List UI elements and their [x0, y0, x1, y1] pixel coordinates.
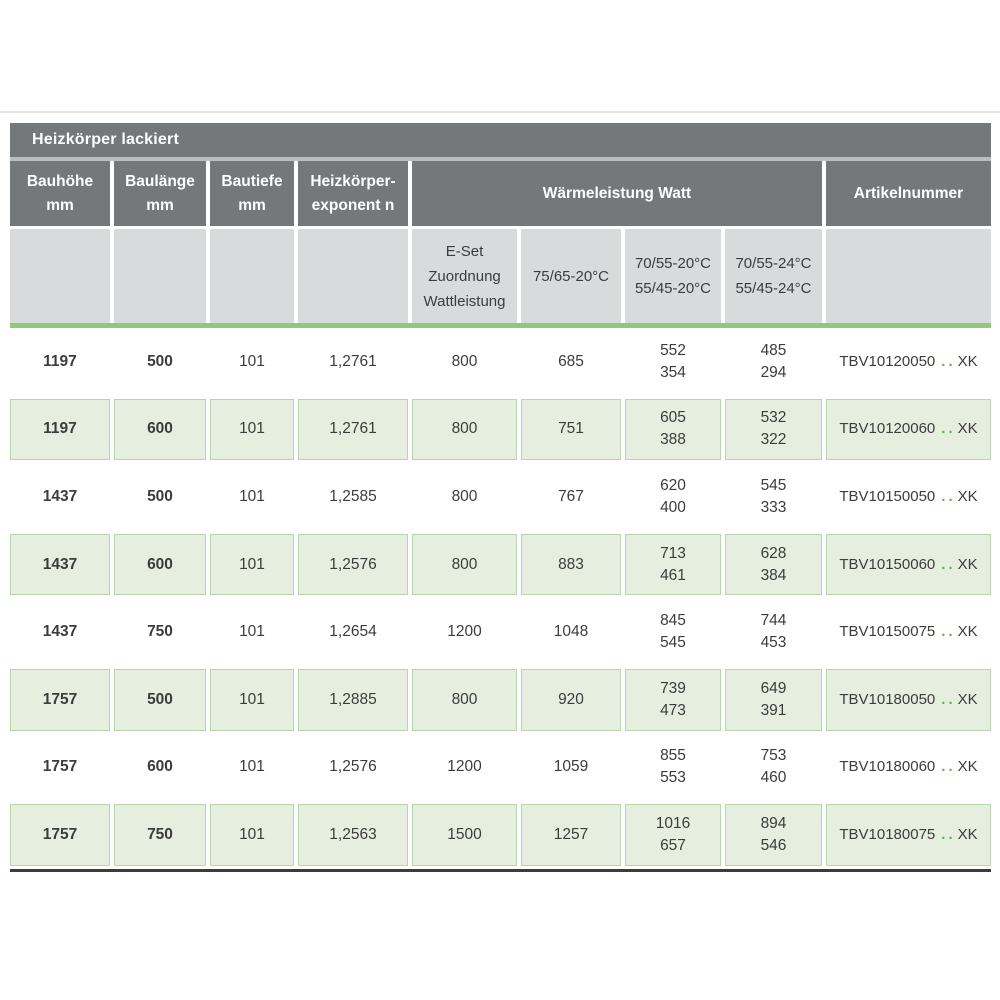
cell-line: 855 — [660, 747, 686, 765]
cell-w7565: 1048 — [553, 623, 589, 641]
subheader-eset — [412, 229, 517, 323]
cell-line: 553 — [660, 769, 686, 787]
cell-exponent: 1,2761 — [329, 352, 377, 370]
subheader-75-65 — [521, 229, 621, 323]
cell-bauhoehe: 1197 — [43, 352, 77, 370]
cell-line: 384 — [760, 566, 787, 584]
cell-baulaenge: 600 — [114, 534, 206, 596]
cell-line: 400 — [660, 498, 686, 516]
cell-baulaenge: 600 — [114, 399, 206, 461]
table-row — [10, 328, 991, 396]
cell-w7565: 883 — [521, 534, 621, 596]
subheader-70-55-20 — [625, 229, 721, 323]
cell-line: 628 — [760, 544, 787, 562]
cell-eset: 800 — [412, 534, 517, 596]
cell-baulaenge: 750 — [114, 804, 206, 866]
col-header-waermeleistung-group: Wärmeleistung Watt — [412, 161, 822, 226]
cell-exponent: 1,2576 — [298, 534, 408, 596]
col-header-bautiefe — [210, 161, 294, 226]
cell-line: 620 — [660, 476, 686, 494]
col-header-line: Bautiefe — [221, 172, 283, 190]
cell-w20 — [625, 669, 721, 731]
cell-baulaenge: 500 — [114, 669, 206, 731]
cell-w24 — [725, 598, 822, 666]
table-title: Heizkörper lackiert — [10, 123, 991, 157]
cell-artikel — [826, 534, 991, 596]
table-row — [10, 666, 991, 734]
cell-line: 649 — [760, 679, 787, 697]
cell-line: 354 — [660, 363, 686, 381]
cell-bauhoehe: 1757 — [10, 804, 110, 866]
subheader-line: 55/45-24°C — [735, 280, 812, 297]
cell-bauhoehe: 1197 — [10, 399, 110, 461]
cell-w20 — [625, 463, 721, 531]
table-row — [10, 734, 991, 802]
cell-exponent: 1,2563 — [298, 804, 408, 866]
cell-exponent: 1,2585 — [329, 487, 377, 505]
cell-w20 — [625, 399, 721, 461]
cell-line: 845 — [660, 612, 686, 630]
table-subheader-row — [10, 229, 991, 323]
subheader-line: 70/55-24°C — [735, 255, 812, 272]
cell-w7565: 920 — [521, 669, 621, 731]
cell-artikel — [826, 669, 991, 731]
subheader-empty-artikelnummer — [826, 229, 991, 323]
cell-bauhoehe: 1437 — [42, 623, 78, 641]
cell-exponent: 1,2761 — [298, 399, 408, 461]
cell-baulaenge: 500 — [147, 352, 173, 370]
col-header-line: mm — [238, 196, 266, 214]
cell-line: 552 — [660, 341, 686, 359]
cell-line: 461 — [660, 566, 686, 584]
cell-line: 1016 — [655, 814, 691, 832]
cell-line: 744 — [760, 612, 787, 630]
cell-bautiefe: 101 — [210, 399, 294, 461]
cell-eset: 800 — [451, 352, 478, 370]
artikel-suffix: XK — [957, 623, 978, 641]
cell-bautiefe: 101 — [210, 534, 294, 596]
cell-eset: 800 — [412, 399, 517, 461]
cell-baulaenge: 600 — [147, 758, 173, 776]
cell-w7565: 685 — [558, 352, 584, 370]
table-row — [10, 531, 991, 599]
cell-line: 532 — [760, 409, 787, 427]
subheader-line: 75/65-20°C — [532, 267, 610, 285]
cell-w20 — [625, 328, 721, 396]
cell-line: 460 — [760, 769, 787, 787]
cell-line: 739 — [660, 679, 686, 697]
artikel-suffix: XK — [957, 758, 978, 776]
cell-eset: 800 — [451, 487, 478, 505]
artikel-dots: .. — [941, 623, 956, 641]
cell-eset: 800 — [412, 669, 517, 731]
subheader-empty-baulaenge — [114, 229, 206, 323]
cell-line: 753 — [760, 747, 787, 765]
cell-w24 — [725, 534, 822, 596]
subheader-line: E-Set — [445, 242, 484, 260]
cell-line: 473 — [660, 701, 686, 719]
subheader-line: Wattleistung — [423, 292, 506, 310]
cell-bauhoehe: 1437 — [42, 487, 78, 505]
cell-line: 485 — [760, 341, 787, 359]
cell-artikel — [826, 734, 991, 802]
col-header-line: Baulänge — [125, 172, 195, 190]
radiator-data-table — [10, 123, 991, 872]
cell-w24 — [725, 328, 822, 396]
artikel-dots: .. — [941, 825, 956, 843]
cell-line: 894 — [760, 814, 787, 832]
col-header-line: Heizkörper- — [310, 172, 396, 190]
cell-w7565: 1059 — [553, 758, 589, 776]
cell-artikel — [826, 399, 991, 461]
table-row — [10, 598, 991, 666]
cell-eset: 1200 — [447, 758, 482, 776]
artikel-prefix: TBV10150075 — [839, 623, 936, 641]
cell-eset: 1200 — [447, 623, 482, 641]
artikel-suffix: XK — [957, 690, 978, 708]
cell-bauhoehe: 1757 — [42, 758, 78, 776]
artikel-prefix: TBV10120060 — [839, 420, 936, 438]
cell-bautiefe: 101 — [239, 352, 265, 370]
page-top-rule — [0, 111, 1000, 113]
cell-line: 322 — [760, 431, 787, 449]
cell-artikel — [826, 804, 991, 866]
artikel-prefix: TBV10180050 — [839, 690, 936, 708]
artikel-dots: .. — [941, 690, 956, 708]
cell-bauhoehe: 1437 — [10, 534, 110, 596]
subheader-line: Zuordnung — [428, 267, 501, 285]
cell-bauhoehe: 1757 — [10, 669, 110, 731]
artikel-suffix: XK — [957, 555, 978, 573]
cell-exponent: 1,2654 — [329, 623, 377, 641]
cell-bautiefe: 101 — [239, 623, 265, 641]
artikel-prefix: TBV10150050 — [839, 487, 936, 505]
cell-line: 545 — [660, 634, 686, 652]
cell-w24 — [725, 734, 822, 802]
subheader-70-55-24 — [725, 229, 822, 323]
cell-w24 — [725, 804, 822, 866]
cell-bautiefe: 101 — [210, 804, 294, 866]
col-header-line: mm — [46, 196, 74, 214]
artikel-prefix: TBV10120050 — [839, 352, 936, 370]
cell-baulaenge: 750 — [147, 623, 173, 641]
cell-w7565: 1257 — [521, 804, 621, 866]
subheader-empty-exponent — [298, 229, 408, 323]
cell-line: 388 — [660, 431, 686, 449]
cell-w7565: 767 — [558, 487, 584, 505]
cell-artikel — [826, 328, 991, 396]
artikel-suffix: XK — [957, 420, 978, 438]
col-header-bauhoehe — [10, 161, 110, 226]
artikel-suffix: XK — [957, 487, 978, 505]
cell-line: 657 — [660, 836, 686, 854]
subheader-empty-bauhoehe — [10, 229, 110, 323]
cell-line: 294 — [760, 363, 787, 381]
col-header-line: mm — [146, 196, 174, 214]
artikel-dots: .. — [941, 758, 956, 776]
cell-bautiefe: 101 — [239, 758, 265, 776]
cell-bautiefe: 101 — [210, 669, 294, 731]
artikel-dots: .. — [941, 555, 956, 573]
cell-line: 545 — [760, 476, 787, 494]
cell-w20 — [625, 534, 721, 596]
cell-w20 — [625, 598, 721, 666]
artikel-prefix: TBV10180075 — [839, 825, 936, 843]
table-bottom-border — [10, 869, 991, 872]
cell-line: 453 — [760, 634, 787, 652]
artikel-prefix: TBV10150060 — [839, 555, 936, 573]
cell-w24 — [725, 463, 822, 531]
subheader-line: 55/45-20°C — [634, 280, 712, 297]
col-header-line: exponent n — [311, 196, 395, 214]
cell-eset: 1500 — [412, 804, 517, 866]
cell-line: 605 — [660, 409, 686, 427]
artikel-prefix: TBV10180060 — [839, 758, 936, 776]
table-row — [10, 396, 991, 464]
cell-bautiefe: 101 — [239, 487, 265, 505]
artikel-suffix: XK — [957, 825, 978, 843]
cell-artikel — [826, 463, 991, 531]
cell-w24 — [725, 399, 822, 461]
cell-w7565: 751 — [521, 399, 621, 461]
col-header-exponent — [298, 161, 408, 226]
artikel-dots: .. — [941, 487, 956, 505]
cell-line: 391 — [760, 701, 787, 719]
col-header-baulaenge — [114, 161, 206, 226]
table-row — [10, 463, 991, 531]
cell-w20 — [625, 734, 721, 802]
cell-w20 — [625, 804, 721, 866]
col-header-artikelnummer: Artikelnummer — [826, 161, 991, 226]
table-row — [10, 801, 991, 869]
cell-baulaenge: 500 — [147, 487, 173, 505]
table-body — [10, 328, 991, 869]
cell-line: 546 — [760, 836, 787, 854]
cell-line: 333 — [760, 498, 787, 516]
cell-w24 — [725, 669, 822, 731]
cell-line: 713 — [660, 544, 686, 562]
col-header-line: Bauhöhe — [26, 172, 94, 190]
table-header-row — [10, 161, 991, 226]
artikel-suffix: XK — [957, 352, 978, 370]
subheader-line: 70/55-20°C — [634, 255, 712, 272]
cell-exponent: 1,2885 — [298, 669, 408, 731]
artikel-dots: .. — [941, 420, 956, 438]
subheader-empty-bautiefe — [210, 229, 294, 323]
cell-artikel — [826, 598, 991, 666]
artikel-dots: .. — [941, 352, 956, 370]
cell-exponent: 1,2576 — [329, 758, 377, 776]
